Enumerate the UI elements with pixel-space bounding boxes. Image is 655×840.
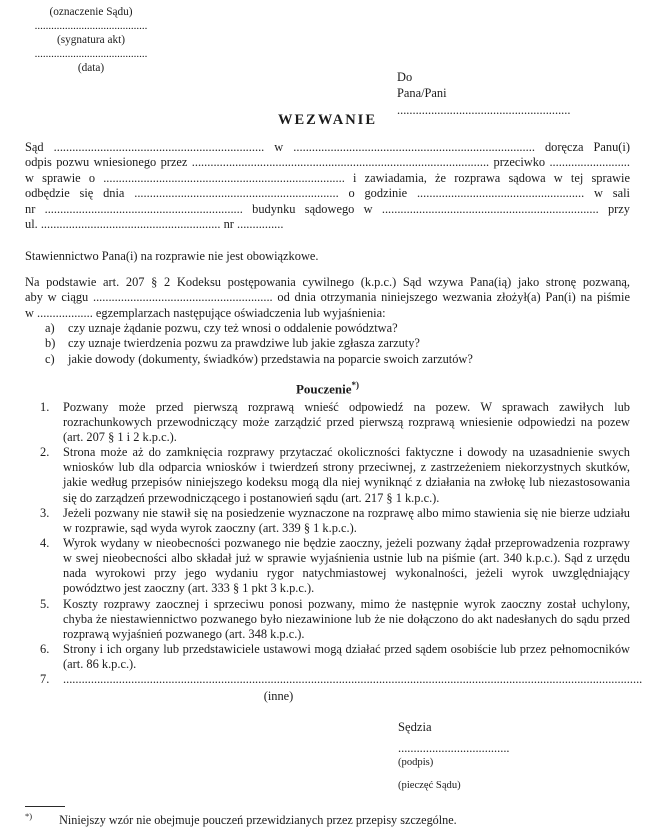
intro-line: odbędzie się dnia .................................................................. o godzinie ...................................................... w sali bbox=[25, 186, 630, 201]
statement-text: czy uznaje twierdzenia pozwu za prawdziwe lub jakie zgłasza zarzuty? bbox=[68, 336, 420, 351]
statement-item-b bbox=[25, 336, 630, 351]
summons-line: aby w ciągu .......................................................... od dnia otrzymania niniejszego wezwania złożył(a) Pan(i) na piśmie bbox=[25, 290, 630, 305]
court-header-block bbox=[26, 5, 156, 75]
instruction-heading-text: Pouczenie bbox=[295, 381, 352, 397]
item-marker: 5. bbox=[40, 596, 50, 611]
statement-marker: c) bbox=[45, 351, 55, 366]
other-label: (inne) bbox=[263, 688, 294, 703]
item-text: Koszty rozprawy zaocznej i sprzeciwu ponosi pozwany, mimo że następnie wyrok zaoczny został uchylony, chyba że niestawiennictwo pozwanego było niezawinione lub że nie dołączono do akt nadesłanych do sądu przed rozprawą wyjaśnień pozwanego (art. 348 k.p.c.). bbox=[63, 596, 630, 641]
footnote-block bbox=[25, 806, 630, 828]
item-text: Wyrok wydany w nieobecności pozwanego nie będzie zaoczny, jeżeli pozwany żądał przeprowadzenia rozprawy w swej nieobecności albo składał już w sprawie wyjaśnienia ustnie lub na piśmie (art. 340 k.p.c.). Sąd z urzędu nada wyrokowi przy jego wydaniu rygor natychmiastowej wykonalności, jeżeli wyrok uwzględniający powództwo jest zaoczny (art. 333 § 1 pkt 3 k.p.c.). bbox=[63, 536, 630, 596]
intro-line: odpis pozwu wniesionego przez ................................................................................................ przeciwko .......................... bbox=[25, 155, 630, 170]
item-marker: 4. bbox=[40, 536, 50, 551]
summons-paragraph bbox=[25, 275, 630, 321]
footnote-separator bbox=[25, 806, 65, 807]
date-blank-line: ......................................... bbox=[34, 48, 148, 60]
item-marker: 6. bbox=[40, 642, 50, 657]
instruction-item-5 bbox=[25, 597, 630, 642]
statements-list bbox=[25, 321, 630, 367]
statement-marker: b) bbox=[45, 336, 56, 351]
item-text: Jeżeli pozwany nie stawił się na posiedzenie wyznaczone na rozprawę albo mimo stawienia się nie bierze udziału w rozprawie, sąd wyda wyrok zaoczny (art. 339 § 1 k.p.c.). bbox=[63, 505, 630, 535]
statement-text: czy uznaje żądanie pozwu, czy też wnosi o oddalenie powództwa? bbox=[68, 321, 398, 336]
item-marker: 3. bbox=[40, 505, 50, 520]
intro-line: ul. .......................................................... nr ............... bbox=[25, 217, 284, 232]
statement-marker: a) bbox=[45, 321, 55, 336]
instruction-footnote-mark: *) bbox=[351, 380, 360, 391]
document-body bbox=[0, 140, 655, 828]
signature-label: (podpis) bbox=[398, 756, 434, 768]
intro-line: nr ................................................................ budynku sądowego w ...................................................................... przy bbox=[25, 201, 630, 216]
footnote-mark: *) bbox=[25, 810, 33, 821]
document-header bbox=[0, 0, 655, 140]
instruction-item-4 bbox=[25, 536, 630, 597]
item-marker: 1. bbox=[40, 399, 50, 414]
summons-line: w .................. egzemplarzach następujące oświadczenia lub wyjaśnienia: bbox=[25, 305, 386, 320]
other-blank-line: ........................................................................................................................................................................................... bbox=[63, 672, 643, 687]
instruction-item-2 bbox=[25, 445, 630, 506]
instruction-item-3 bbox=[25, 506, 630, 536]
case-number-blank-line: ......................................... bbox=[34, 20, 148, 32]
intro-paragraph bbox=[25, 140, 630, 232]
instruction-item-7 bbox=[25, 672, 643, 687]
intro-line: Sąd .................................................................... w .............................................................................. doręcza Panu(i) bbox=[25, 140, 630, 154]
statement-text: jakie dowody (dokumenty, świadków) przedstawia na poparcie swoich zarzutów? bbox=[68, 351, 473, 366]
item-marker: 2. bbox=[40, 445, 50, 460]
court-designation-label: (oznaczenie Sądu) bbox=[49, 6, 133, 18]
signature-block bbox=[398, 720, 630, 792]
case-number-label: (sygnatura akt) bbox=[56, 34, 126, 46]
document-title: WEZWANIE bbox=[278, 112, 377, 128]
date-label: (data) bbox=[77, 62, 105, 74]
statement-item-c bbox=[25, 352, 630, 367]
judge-title: Sędzia bbox=[398, 719, 432, 734]
item-text: Strony i ich organy lub przedstawiciele ustawowi mogą działać przed sądem osobiście lub przez pełnomocników (art. 86 k.p.c.). bbox=[63, 642, 630, 672]
intro-line: w sprawie o .............................................................................. i zawiadamia, że rozprawa sądowa w tej sprawie bbox=[25, 170, 630, 185]
addressee-to: Do bbox=[397, 70, 413, 84]
instruction-list bbox=[25, 399, 643, 688]
statement-item-a bbox=[25, 321, 630, 336]
item-marker: 7. bbox=[40, 672, 50, 687]
instruction-item-1 bbox=[25, 400, 630, 445]
signature-blank-line: .................................... bbox=[398, 741, 510, 755]
attendance-note: Stawiennictwo Pana(i) na rozprawie nie jest obowiązkowe. bbox=[25, 249, 319, 264]
court-stamp-label: (pieczęć Sądu) bbox=[398, 779, 461, 791]
instruction-item-6 bbox=[25, 642, 630, 672]
instruction-heading bbox=[25, 377, 630, 397]
summons-line: Na podstawie art. 207 § 2 Kodeksu postępowania cywilnego (k.p.c.) Sąd wzywa Pana(ią) jako stronę pozwaną, bbox=[25, 274, 630, 289]
footnote-text: Niniejszy wzór nie obejmuje pouczeń przewidzianych przez przepisy szczególne. bbox=[59, 813, 457, 828]
addressee-name: Pana/Pani bbox=[397, 85, 447, 100]
item-text: Strona może aż do zamknięcia rozprawy przytaczać okoliczności faktyczne i dowody na uzasadnienie swych wniosków lub dla odparcia wniosków i twierdzeń strony przeciwnej, z zastrzeżeniem niekorzystnych skutków, jakie według przepisów niniejszego kodeksu mogą dla niej wyniknąć z działania na zwłokę lub niezastosowania się do zarządzeń przewodniczącego i postanowień sądu (art. 217 § 1 k.p.c.). bbox=[63, 445, 630, 505]
item-text: Pozwany może przed pierwszą rozprawą wnieść odpowiedź na pozew. W sprawach zawiłych lub rozrachunkowych przewodniczący może zarządzić przed pierwszą rozprawą wniesienie odpowiedzi na pozew (art. 207 § 1 i 2 k.p.c.). bbox=[63, 399, 630, 444]
addressee-blank-line: ........................................................ bbox=[397, 103, 571, 117]
